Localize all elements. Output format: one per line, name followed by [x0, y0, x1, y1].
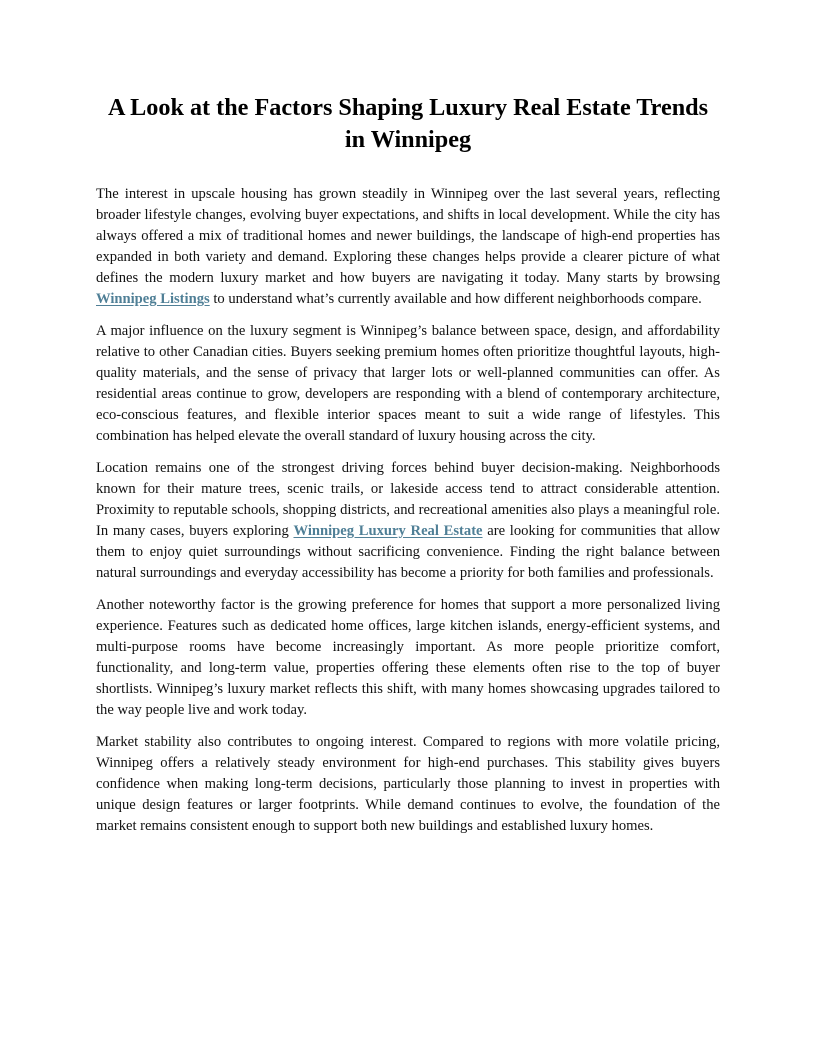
page-title: A Look at the Factors Shaping Luxury Real Estate Trends in Winnipeg: [107, 94, 709, 153]
paragraph-intro: [96, 184, 720, 310]
paragraph-personalized-living: Another noteworthy factor is the growing preference for homes that support a more personalized living experience. Features such as dedicated home offices, large kitchen islands, energy-efficient systems, and multi-purpose rooms have become increasingly important. As more people prioritize comfort, functionality, and long-term value, properties offering these elements often rise to the top of buyer shortlists. Winnipeg’s luxury market reflects this shift, with many homes showcasing upgrades tailored to the way people live and work today.: [96, 597, 720, 718]
winnipeg-listings-link[interactable]: Winnipeg Listings: [96, 291, 210, 307]
paragraph-market-stability: Market stability also contributes to ongoing interest. Compared to regions with more volatile pricing, Winnipeg offers a relatively steady environment for high-end purchases. This stability gives buyers confidence when making long-term decisions, particularly those planning to invest in properties with unique design features or larger footprints. While demand continues to evolve, the foundation of the market remains consistent enough to support both new buildings and established luxury homes.: [96, 734, 720, 834]
winnipeg-luxury-real-estate-link[interactable]: Winnipeg Luxury Real Estate: [293, 523, 483, 539]
paragraph-location: [96, 458, 720, 584]
paragraph-intro-text-after: to understand what’s currently available and how different neighborhoods compare.: [209, 291, 702, 307]
paragraph-major-influence: A major influence on the luxury segment is Winnipeg’s balance between space, design, and affordability relative to other Canadian cities. Buyers seeking premium homes often prioritize thoughtful layouts, high-quality materials, and the sense of privacy that larger lots or well-planned communities can offer. As residential areas continue to grow, developers are responding with a blend of contemporary architecture, eco-conscious features, and flexible interior spaces meant to suit a wide range of lifestyles. This combination has helped elevate the overall standard of luxury housing across the city.: [96, 323, 720, 444]
paragraph-location-text-after: are looking for communities that allow them to enjoy quiet surroundings without sacrificing convenience. Finding the right balance between natural surroundings and everyday accessibility has become a priority for both families and professionals.: [96, 523, 720, 581]
paragraph-location-text-before: Location remains one of the strongest driving forces behind buyer decision-making. Neighborhoods known for their mature trees, scenic trails, or lakeside access tend to attract considerable attention. Proximity to reputable schools, shopping districts, and recreational amenities also plays a meaningful role. In many cases, buyers exploring: [96, 460, 720, 539]
paragraph-intro-text-before: The interest in upscale housing has grown steadily in Winnipeg over the last several years, reflecting broader lifestyle changes, evolving buyer expectations, and shifts in local development. While the city has always offered a mix of traditional homes and newer buildings, the landscape of high-end properties has expanded in both variety and demand. Exploring these changes helps provide a clearer picture of what defines the modern luxury market and how buyers are navigating it today. Many starts by browsing: [96, 186, 720, 286]
